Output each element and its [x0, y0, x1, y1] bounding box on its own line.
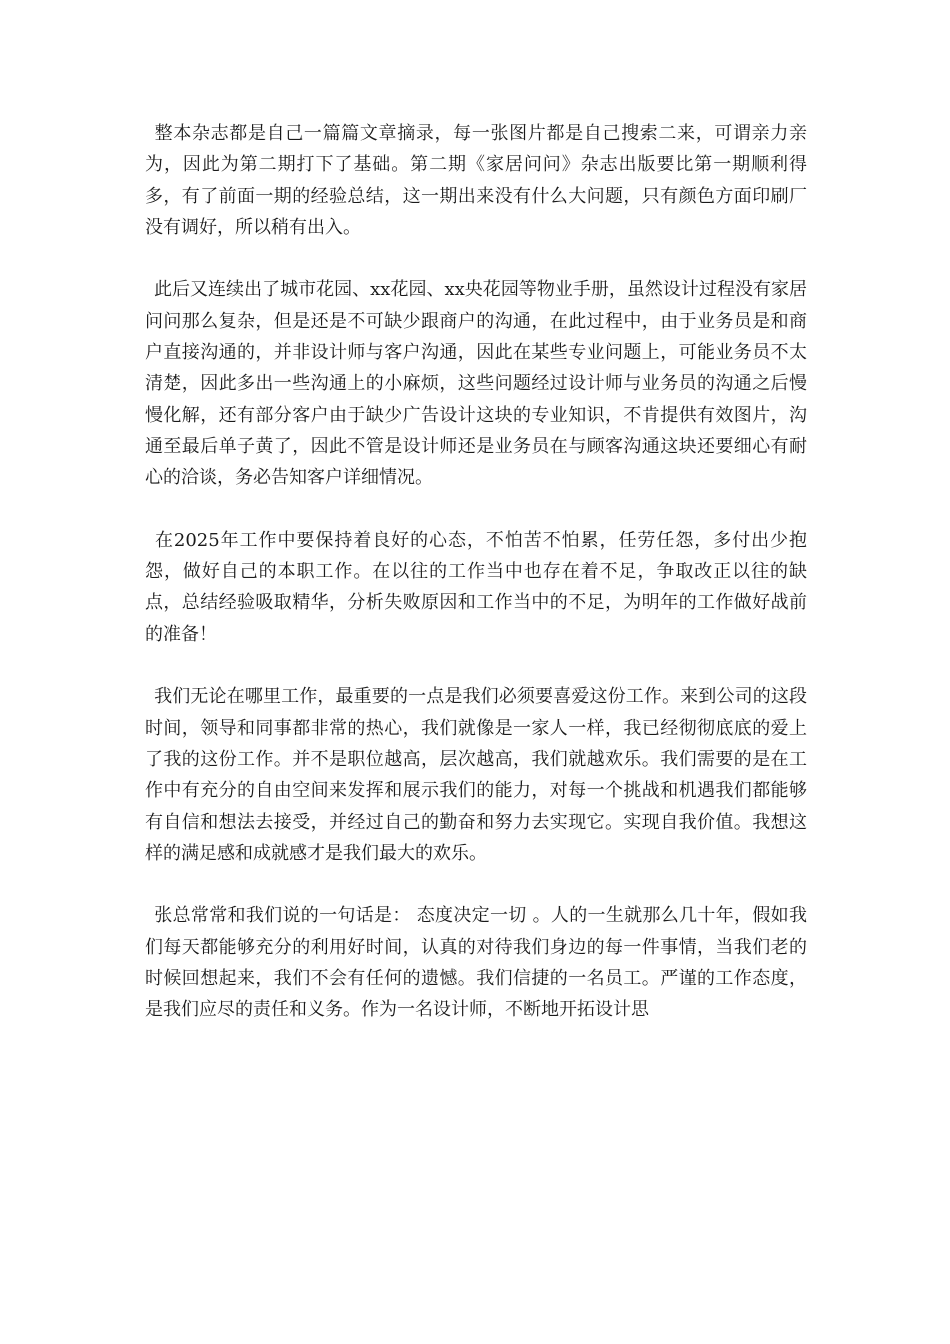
paragraph-property-handbooks: 此后又连续出了城市花园、xx花园、xx央花园等物业手册，虽然设计过程没有家居问问那么复杂，但是还是不可缺少跟商户的沟通，在此过程中，由于业务员是和商户直接沟通的，并非设计师与客户沟通，因此在某些专业问题上，可能业务员不太清楚，因此多出一些沟通上的小麻烦，这些问题经过设计师与业务员的沟通之后慢慢化解，还有部分客户由于缺少广告设计这块的专业知识，不肯提供有效图片，沟通至最后单子黄了，因此不管是设计师还是业务员在与顾客沟通这块还要细心有耐心的洽谈，务必告知客户详细情况。	[145, 279, 807, 489]
paragraph-attitude-decides-all: 张总常常和我们说的一句话是： 态度决定一切 。人的一生就那么几十年，假如我们每天都能够充分的利用好时间，认真的对待我们身边的每一件事情，当我们老的时候回想起来，我们不会有任何的遗憾。我们信捷的一名员工。严谨的工作态度，是我们应尽的责任和义务。作为一名设计师，不断地开拓设计思	[145, 905, 807, 1021]
paragraph-love-of-work: 我们无论在哪里工作，最重要的一点是我们必须要喜爱这份工作。来到公司的这段时间，领导和同事都非常的热心，我们就像是一家人一样，我已经彻彻底底的爱上了我的这份工作。并不是职位越高，层次越高，我们就越欢乐。我们需要的是在工作中有充分的自由空间来发挥和展示我们的能力，对每一个挑战和机遇我们都能够有自信和想法去接受，并经过自己的勤奋和努力去实现它。实现自我价值。我想这样的满足感和成就感才是我们最大的欢乐。	[145, 686, 807, 864]
paragraph-magazine-production: 整本杂志都是自己一篇篇文章摘录，每一张图片都是自己搜索二来，可谓亲力亲为，因此为第二期打下了基础。第二期《家居问问》杂志出版要比第一期顺利得多，有了前面一期的经验总结，这一期出来没有什么大问题，只有颜色方面印刷厂没有调好，所以稍有出入。	[145, 123, 807, 238]
document-body	[145, 118, 807, 1057]
paragraph-work-attitude-2025: 在2025年工作中要保持着良好的心态，不怕苦不怕累，任劳任怨，多付出少抱怨，做好自己的本职工作。在以往的工作当中也存在着不足，争取改正以往的缺点，总结经验吸取精华，分析失败原因和工作当中的不足，为明年的工作做好战前的准备！	[145, 529, 807, 645]
